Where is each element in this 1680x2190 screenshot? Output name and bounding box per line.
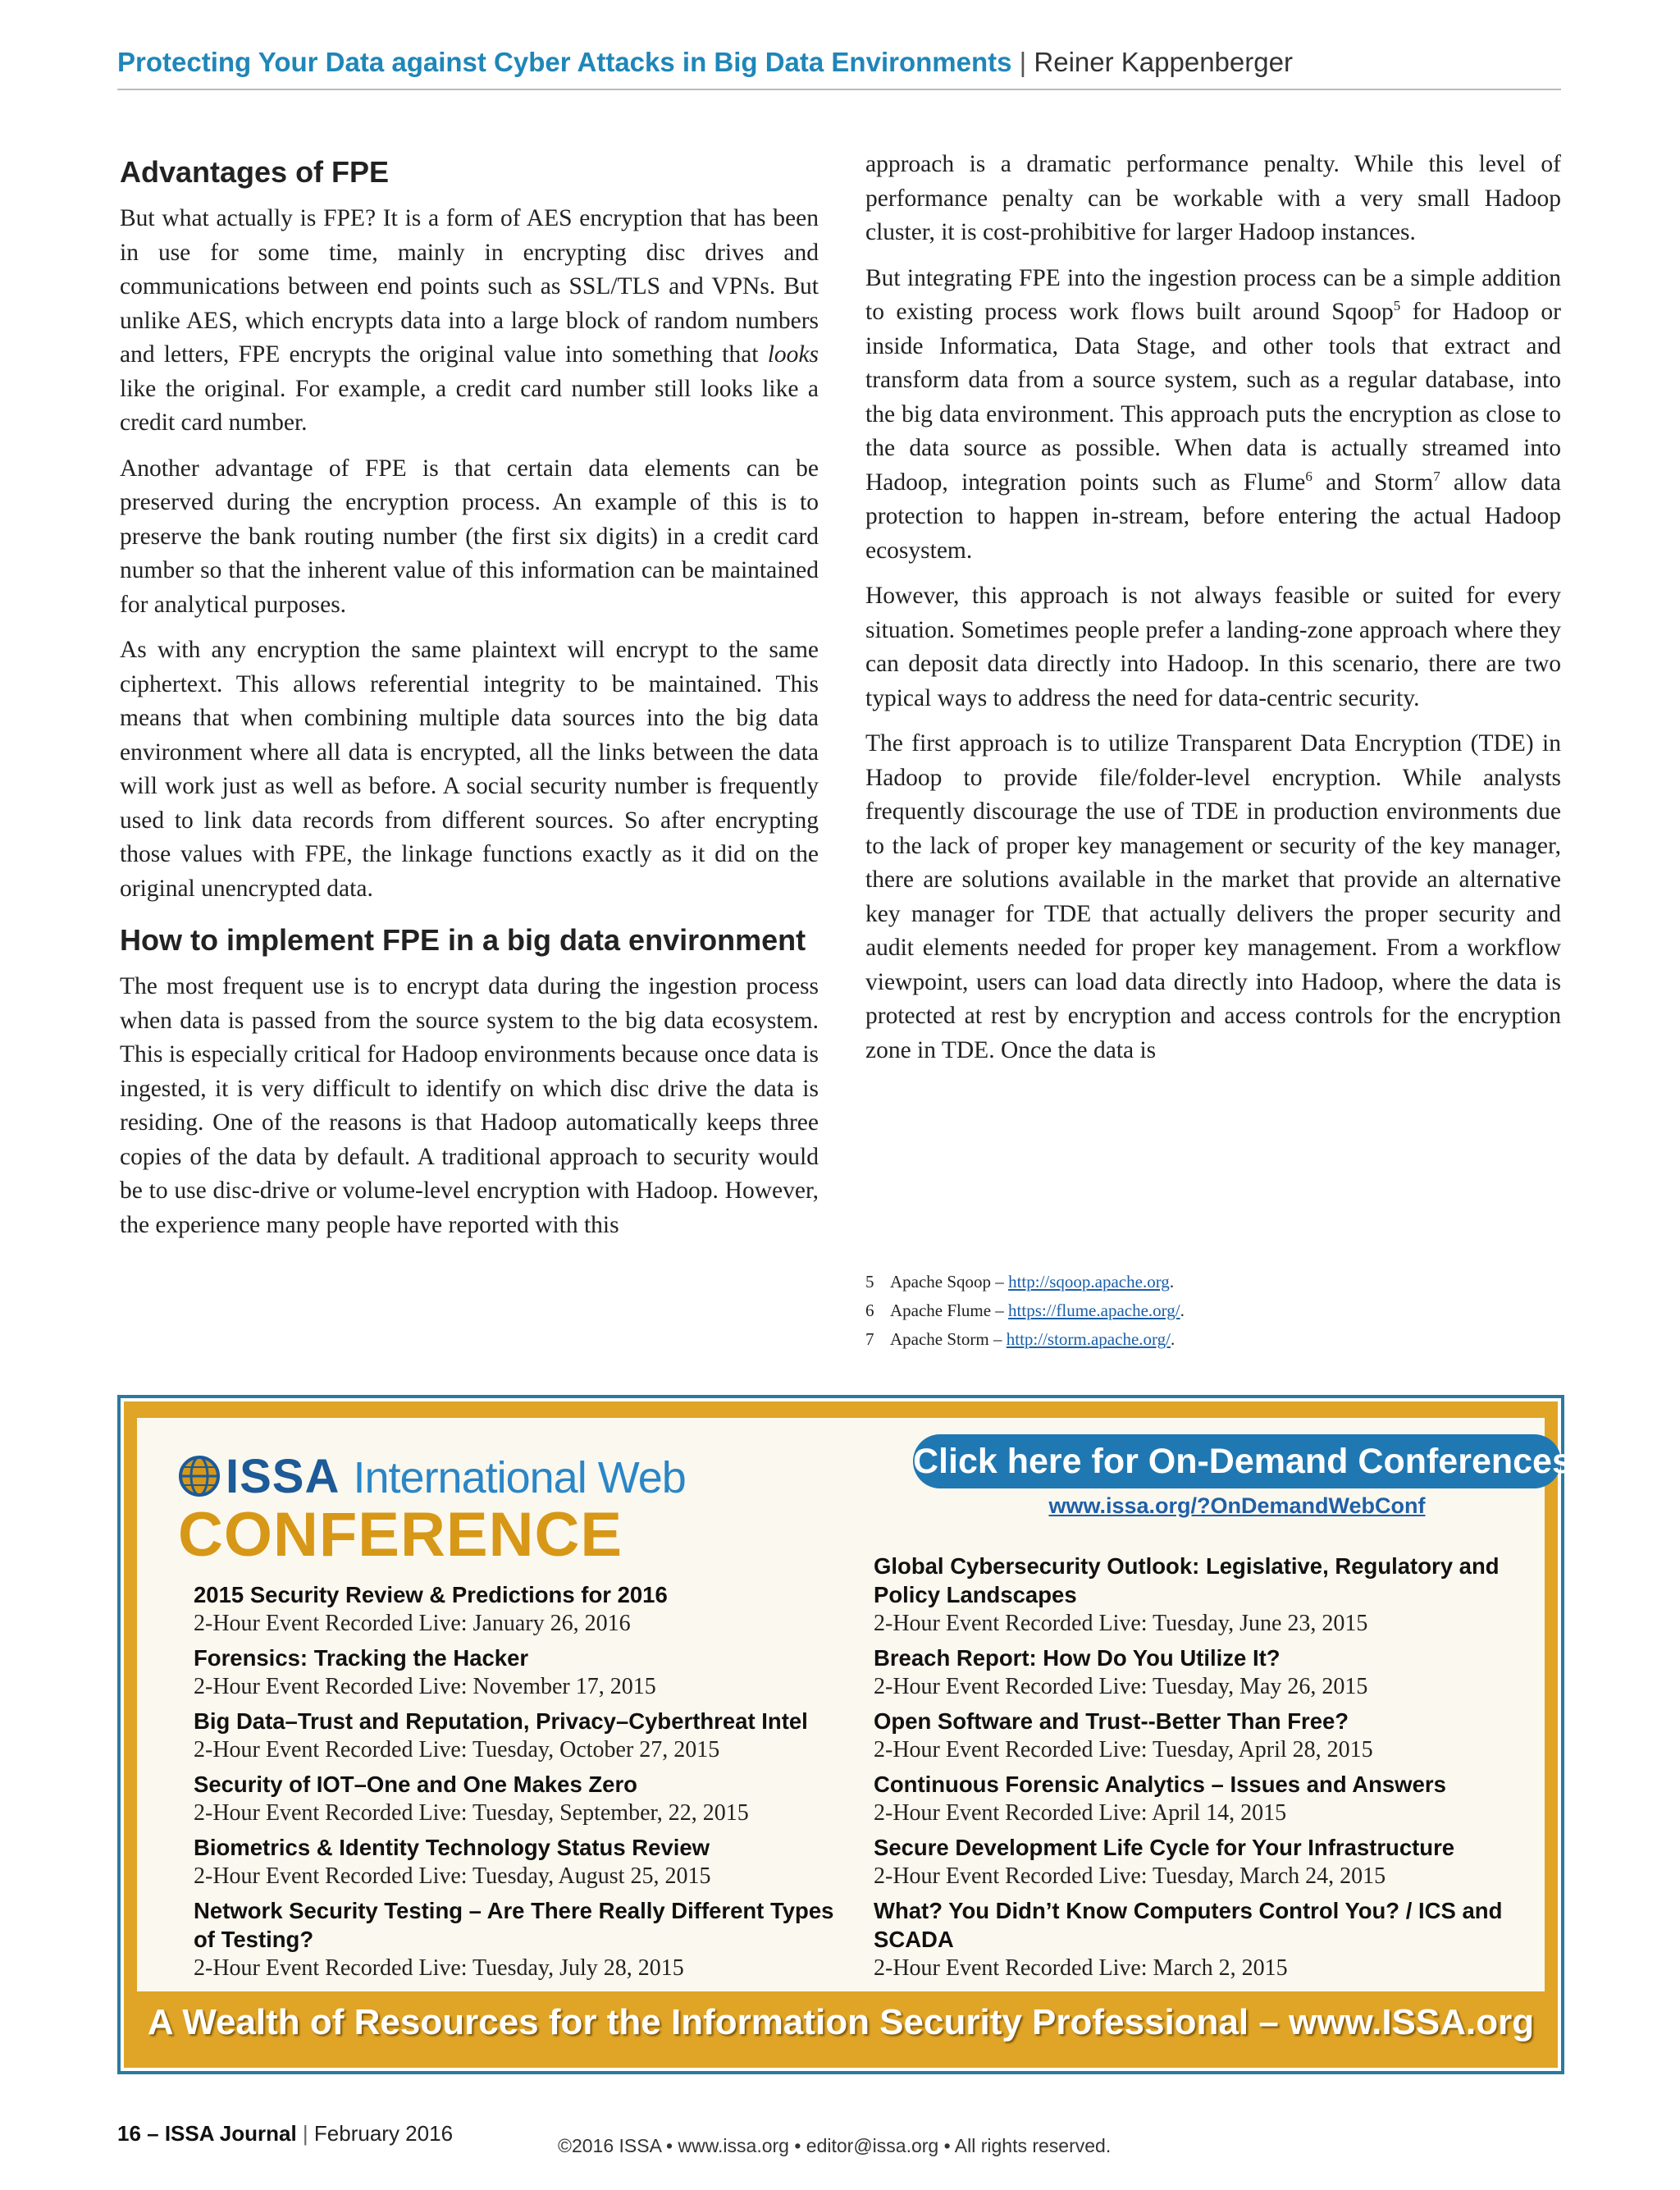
section-heading-advantages: Advantages of FPE [120, 155, 390, 189]
header-rule [117, 89, 1561, 90]
section-heading-implement: How to implement FPE in a big data environment [120, 923, 806, 957]
paragraph: As with any encryption the same plaintext will encrypt to the same ciphertext. This allows referential integrity to be maintained. This means that when combining multiple data sources into the big data environment where all data is encrypted, all the links between the data will work just as well as before. A social security number is frequently used to link data records from different sources. So after encrypting those values with FPE, the linkage functions exactly as it did on the original unencrypted data. [120, 637, 819, 902]
paragraph: The first approach is to utilize Transparent Data Encryption (TDE) in Hadoop to provide file/folder-level encryption. While analysts frequently discourage the use of TDE in production environments due to the lack of proper key management or security of the key manager, there are solutions available in the market that provide an alternative key manager for TDE that actually delivers the proper security and audit elements needed for proper key management. From a workflow viewpoint, users can load data directly into Hadoop, where the data is protected at rest by encryption and access controls for the encryption zone in TDE. Once the data is [865, 730, 1561, 1063]
footnote: 6 Apache Flume – https://flume.apache.org/. [865, 1301, 1185, 1320]
page-footer [117, 2120, 453, 2147]
events-list-right [874, 1552, 1530, 1988]
footnote-link[interactable]: https://flume.apache.org/ [1008, 1301, 1180, 1320]
issa-conference-ad [117, 1395, 1572, 2074]
event-item[interactable]: Secure Development Life Cycle for Your Infrastructure 2-Hour Event Recorded Live: Tuesday, March 24, 2015 [874, 1835, 1455, 1889]
event-item[interactable]: Breach Report: How Do You Utilize It? 2-Hour Event Recorded Live: Tuesday, May 26, 2015 [874, 1645, 1368, 1699]
event-item[interactable]: 2015 Security Review & Predictions for 2016 2-Hour Event Recorded Live: January 26, 2016 [194, 1582, 668, 1636]
ad-content-panel [137, 1418, 1572, 1991]
logo-conference: CONFERENCE [178, 1500, 623, 1570]
page-number: 16 – ISSA Journal [117, 2121, 297, 2146]
event-item[interactable]: Continuous Forensic Analytics – Issues and Answers 2-Hour Event Recorded Live: April 14, 2015 [874, 1772, 1446, 1826]
paragraph: But integrating FPE into the ingestion process can be a simple addition to existing process work flows built around Sqoop$^5$ for Hadoop or inside Informatica, Data Stage, and other tools that extract and transform data from a source system, such as a regular database, into the big data environment. This approach puts the encryption as close to the data source as possible. When data is actually streamed into Hadoop, integration points such as Flume$^6$ and Storm$^7$ allow data protection to happen in-stream, before entering the actual Hadoop ecosystem. [865, 264, 1561, 564]
on-demand-conferences-link[interactable]: www.issa.org/?OnDemandWebConf [1048, 1493, 1426, 1518]
event-item[interactable]: Security of IOT–One and One Makes Zero 2-Hour Event Recorded Live: Tuesday, September, 22, 2015 [194, 1772, 749, 1826]
footnote-link[interactable]: http://storm.apache.org/ [1006, 1329, 1171, 1349]
on-demand-conferences-button[interactable]: Click here for On-Demand Conferences [913, 1434, 1561, 1488]
paragraph: The most frequent use is to encrypt data during the ingestion process when data is passed from the source system to the big data ecosystem. This is especially critical for Hadoop environments because once data is ingested, it is very difficult to identify on which disc drive the data is residing. One of the reasons is that Hadoop automatically keeps three copies of the data by default. A traditional approach to security would be to use disc-drive or volume-level encryption with Hadoop. However, the experience many people have reported with this [120, 973, 819, 1238]
issue-date: February 2016 [313, 2121, 454, 2146]
event-item[interactable]: Biometrics & Identity Technology Status Review 2-Hour Event Recorded Live: Tuesday, August 25, 2015 [194, 1835, 711, 1889]
event-item[interactable]: Open Software and Trust--Better Than Free? 2-Hour Event Recorded Live: Tuesday, April 28, 2015 [874, 1708, 1373, 1763]
ad-tagline-link[interactable]: A Wealth of Resources for the Information Security Professional – www.ISSA.org [147, 2002, 1535, 2042]
globe-icon [178, 1455, 221, 1497]
issa-conference-logo [178, 1450, 686, 1570]
event-item[interactable]: Network Security Testing – Are There Really Different Types of Testing? 2-Hour Event Recorded Live: Tuesday, July 28, 2015 [194, 1898, 834, 1981]
paragraph: Another advantage of FPE is that certain data elements can be preserved during the encryption process. An example of this is to preserve the bank routing number (the first six digits) in a credit card number so that the inherent value of this information can be maintained for analytical purposes. [120, 455, 819, 618]
paragraph: However, this approach is not always feasible or suited for every situation. Sometimes people prefer a landing-zone approach where they can deposit data directly into Hadoop. In this scenario, there are two typical ways to address the need for data-centric security. [865, 583, 1561, 711]
logo-international-web: International Web [353, 1453, 686, 1502]
event-item[interactable]: What? You Didn’t Know Computers Control You? / ICS and SCADA 2-Hour Event Recorded Live: March 2, 2015 [874, 1898, 1503, 1981]
footnotes [865, 1268, 1561, 1354]
footnote-ref: 5 [1393, 298, 1401, 314]
footnote-ref: 7 [1433, 468, 1440, 484]
header-separator: | [1019, 47, 1027, 77]
paragraph: approach is a dramatic performance penalty. While this level of performance penalty can be workable with a very small Hadoop cluster, it is cost-prohibitive for larger Hadoop instances. [865, 151, 1561, 245]
running-header [117, 46, 1561, 79]
copyright-notice: ©2016 ISSA • www.issa.org • editor@issa.org • All rights reserved. [558, 2135, 1112, 2156]
left-column [120, 154, 819, 1254]
footer-separator: | [302, 2121, 308, 2146]
footnote: 5 Apache Sqoop – http://sqoop.apache.org. [865, 1272, 1175, 1292]
event-item[interactable]: Big Data–Trust and Reputation, Privacy–Cyberthreat Intel 2-Hour Event Recorded Live: Tuesday, October 27, 2015 [194, 1708, 808, 1763]
paragraph: But what actually is FPE? It is a form of AES encryption that has been in use for some time, mainly in encrypting disc drives and communications between end points such as SSL/TLS and VPNs. But unlike AES, which encrypts data into a large block of random numbers and letters, FPE encrypts the original value into something that looks like the original. For example, a credit card number still looks like a credit card number. [120, 205, 819, 436]
logo-issa: ISSA [226, 1450, 340, 1503]
footnote-link[interactable]: http://sqoop.apache.org [1008, 1272, 1170, 1292]
right-column [865, 148, 1561, 1079]
article-title: Protecting Your Data against Cyber Attacks in Big Data Environments [117, 47, 1012, 77]
footnote-ref: 6 [1305, 468, 1312, 484]
ad-gold-frame [124, 1401, 1572, 2068]
footnote: 7 Apache Storm – http://storm.apache.org/. [865, 1329, 1176, 1349]
event-item[interactable]: Forensics: Tracking the Hacker 2-Hour Event Recorded Live: November 17, 2015 [194, 1645, 656, 1699]
events-list-left [194, 1580, 850, 1988]
event-item[interactable]: Global Cybersecurity Outlook: Legislative, Regulatory and Policy Landscapes 2-Hour Event Recorded Live: Tuesday, June 23, 2015 [874, 1553, 1500, 1636]
author-name: Reiner Kappenberger [1034, 47, 1293, 77]
